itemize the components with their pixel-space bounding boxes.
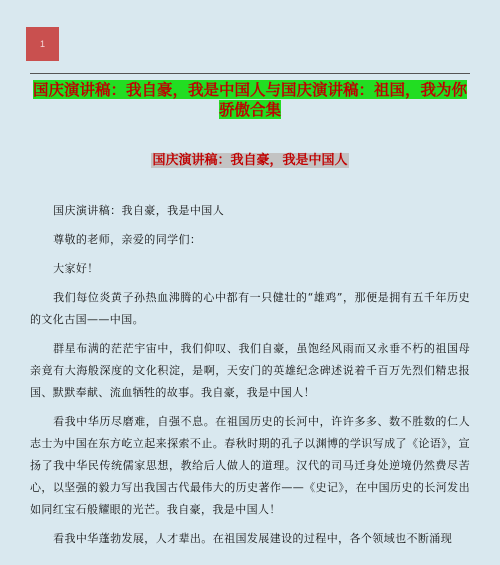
section-heading — [30, 152, 470, 170]
paragraph: 大家好！ — [53, 262, 99, 275]
speech-body — [30, 200, 470, 557]
header-divider — [30, 73, 470, 74]
paragraph: 看我中华蓬勃发展，人才辈出。在祖国发展建设的过程中，各个领域也不断涌现 — [53, 532, 453, 545]
paragraph: 尊敬的老师，亲爱的同学们： — [53, 233, 202, 246]
paragraph: 群星布满的茫茫宇宙中，我们仰叹、我们自豪，虽饱经风雨而又永垂不朽的祖国母亲竟有大海般深度的文化积淀，是啊，天安门的英雄纪念碑述说着千百万先烈们精忠报国、默默奉献、流血牺牲的故事。我自豪，我是中国人！ — [30, 342, 470, 399]
page-number-badge — [26, 27, 59, 61]
document-title-text: 国庆演讲稿：我自豪，我是中国人与国庆演讲稿：祖国，我为你骄傲合集 — [32, 80, 467, 119]
paragraph: 国庆演讲稿：我自豪，我是中国人 — [53, 204, 225, 217]
document-title — [30, 80, 470, 120]
page-number: 1 — [39, 39, 45, 49]
section-heading-text: 国庆演讲稿：我自豪，我是中国人 — [152, 153, 348, 168]
paragraph: 看我中华历尽磨难，自强不息。在祖国历史的长河中，许许多多、数不胜数的仁人志士为中国在东方屹立起来探索不止。春秋时期的孔子以渊博的学识写成了《论语》，宣扬了我中华民传统儒家思想，教给后人做人的道理。汉代的司马迁身处逆境仍然费尽苦心，以坚强的毅力写出我国古代最伟大的历史著作——《史记》，在中国历史的长河发出如同红宝石般耀眼的光芒。我自豪，我是中国人！ — [30, 415, 470, 516]
paragraph: 我们每位炎黄子孙热血沸腾的心中都有一只健壮的“雄鸡”，那便是拥有五千年历史的文化古国——中国。 — [30, 291, 470, 326]
